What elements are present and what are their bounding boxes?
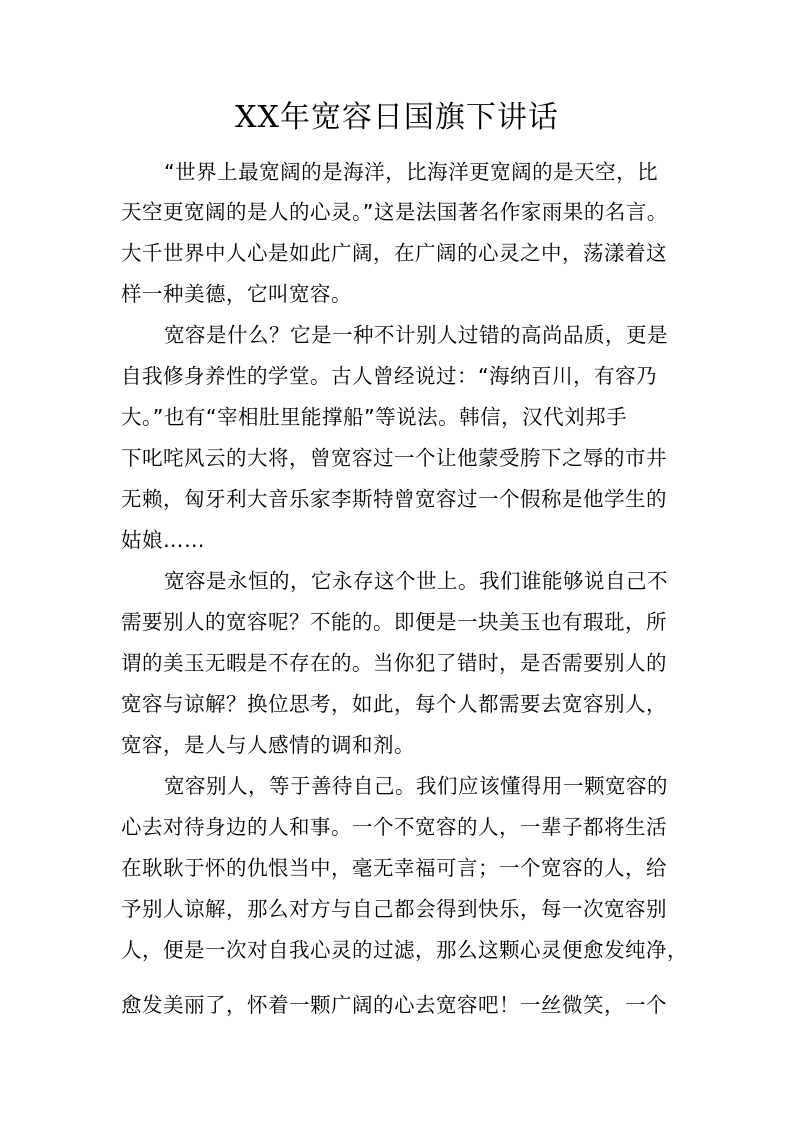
paragraph-line: 人，便是一次对自我心灵的过滤，那么这颗心灵便愈发纯净， [121, 938, 688, 962]
paragraph-line: 大。”也有“宰相肚里能撑船”等说法。韩信，汉代刘邦手 [121, 405, 628, 429]
page-title: XX年宽容日国旗下讲话 [235, 100, 559, 135]
paragraph-line: 在耿耿于怀的仇恨当中，毫无幸福可言；一个宽容的人，给 [121, 856, 667, 880]
paragraph-line: 宽容别人，等于善待自己。我们应该懂得用一颗宽容的 [164, 774, 668, 798]
paragraph-line: 宽容与谅解？换位思考，如此，每个人都需要去宽容别人， [121, 692, 667, 716]
paragraph-line: 大千世界中人心是如此广阔，在广阔的心灵之中，荡漾着这 [121, 241, 667, 265]
paragraph-line: 宽容是什么？它是一种不计别人过错的高尚品质，更是 [164, 323, 668, 347]
paragraph-line: 宽容，是人与人感情的调和剂。 [121, 733, 415, 757]
paragraph-line: 姑娘…… [121, 528, 205, 552]
paragraph-line: 心去对待身边的人和事。一个不宽容的人，一辈子都将生活 [121, 815, 667, 839]
paragraph-line: 予别人谅解，那么对方与自己都会得到快乐，每一次宽容别 [121, 897, 667, 921]
paragraph-line: 天空更宽阔的是人的心灵。”这是法国著名作家雨果的名言。 [121, 200, 668, 224]
paragraph-line: 需要别人的宽容呢？不能的。即便是一块美玉也有瑕玭，所 [121, 610, 667, 634]
paragraph-line: 无赖，匈牙利大音乐家李斯特曾宽容过一个假称是他学生的 [121, 487, 667, 511]
paragraph-line: 自我修身养性的学堂。古人曾经说过：“海纳百川，有容乃 [121, 364, 658, 388]
paragraph-line: 样一种美德，它叫宽容。 [121, 282, 352, 306]
paragraph-line: “世界上最宽阔的是海洋，比海洋更宽阔的是天空，比 [164, 160, 659, 184]
paragraph-line: 宽容是永恒的，它永存这个世上。我们谁能够说自己不 [164, 569, 668, 593]
paragraph-line: 愈发美丽了，怀着一颗广阔的心去宽容吧！一丝微笑，一个 [121, 993, 667, 1017]
paragraph-line: 下叱咤风云的大将，曾宽容过一个让他蒙受胯下之辱的市井 [121, 446, 667, 470]
paragraph-line: 谓的美玉无暇是不存在的。当你犯了错时，是否需要别人的 [121, 651, 667, 675]
